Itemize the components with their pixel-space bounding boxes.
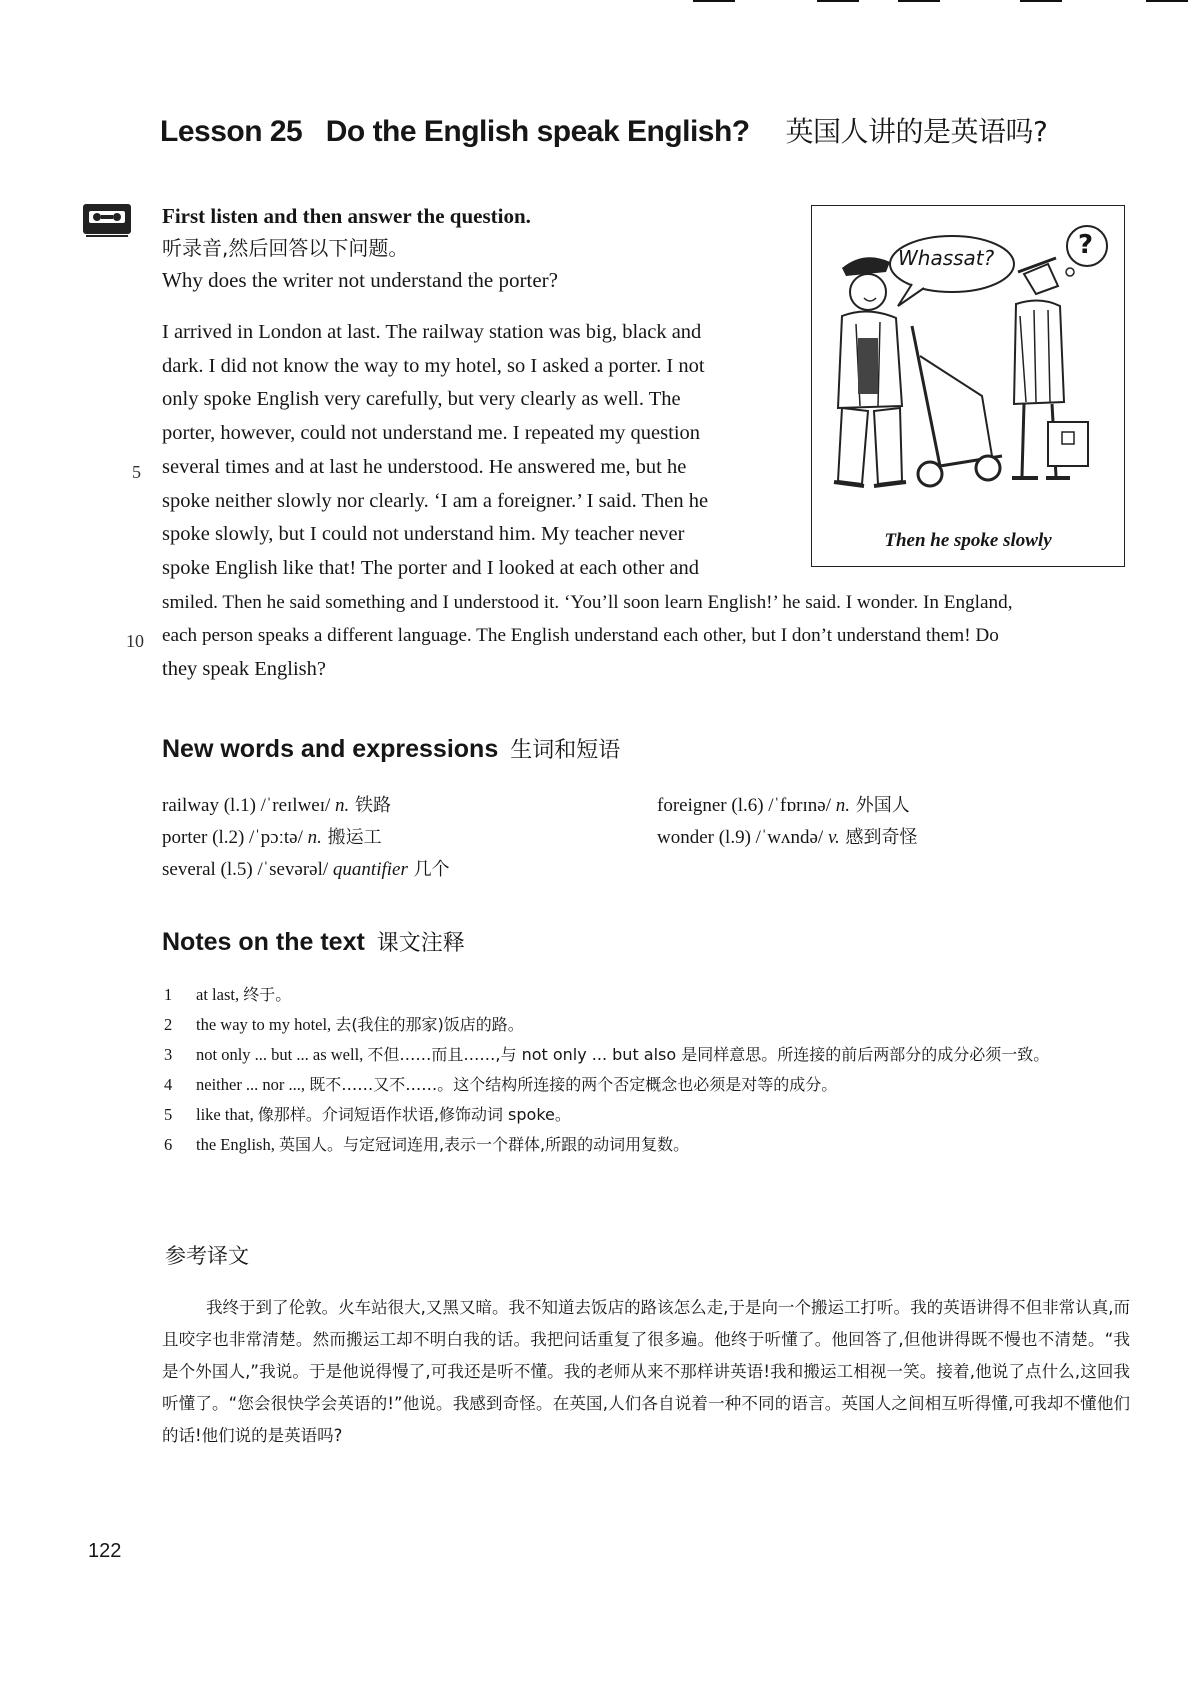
passage-line: spoke English like that! The porter and I looked at each other and	[162, 556, 700, 579]
note-item: 6 the English, 英国人。与定冠词连用,表示一个群体,所跟的动词用复数。	[164, 1135, 690, 1154]
vocab-item: railway (l.1) /ˈreɪlweɪ/ n. 铁路	[162, 795, 392, 816]
passage-line: porter, however, could not understand me. I repeated my question	[162, 422, 701, 445]
passage-line: spoke slowly, but I could not understand him. My teacher never	[162, 523, 685, 546]
translation-text: 我终于到了伦敦。火车站很大,又黑又暗。我不知道去饭店的路该怎么走,于是向一个搬运工打听。我的英语讲得不但非常认真,而且咬字也非常清楚。然而搬运工却不明白我的话。我把问话重复了很多遍。他终于听懂了。他回答了,但他讲得既不慢也不清楚。“我是个外国人,”我说。于是他说得慢了,可我还是听不懂。我的老师从来不那样讲英语!我和搬运工相视一笑。接着,他说了点什么,这回我听懂了。“您会很快学会英语的!”他说。我感到奇怪。在英国,人们各自说着一种不同的语言。英国人之间相互听得懂,可我却不懂他们的话!他们说的是英语吗?	[162, 1298, 1130, 1445]
vocab-list-right	[657, 790, 917, 854]
line-number: 5	[132, 462, 141, 482]
instruction-line-cn: 听录音,然后回答以下问题。	[162, 236, 409, 260]
top-rule	[898, 0, 940, 2]
new-words-heading-cn: 生词和短语	[510, 738, 621, 763]
notes-heading-cn: 课文注释	[376, 931, 465, 956]
line-number: 10	[126, 631, 144, 651]
lesson-title-en: Lesson 25 Do the English speak English?	[160, 115, 750, 148]
note-item: 4 neither ... nor ..., 既不……又不……。这个结构所连接的两个否定概念也必须是对等的成分。	[164, 1075, 838, 1094]
page-number: 122	[88, 1540, 122, 1562]
notes-heading-en: Notes on the text	[162, 928, 365, 956]
translation-heading: 参考译文	[165, 1244, 249, 1268]
cassette-tape-icon	[82, 203, 132, 239]
note-item: 5 like that, 像那样。介词短语作状语,修饰动词 spoke。	[164, 1105, 571, 1124]
lesson-title	[160, 110, 1120, 150]
passage-line: spoke neither slowly nor clearly. ‘I am a foreigner.’ I said. Then he	[162, 489, 709, 512]
passage-line: I arrived in London at last. The railway station was big, black and	[162, 321, 702, 343]
top-rule	[817, 0, 859, 2]
passage-line: each person speaks a different language. The English understand each other, but I don’t understand them! Do	[162, 625, 999, 647]
comprehension-question: Why does the writer not understand the porter?	[162, 268, 558, 292]
top-rule	[693, 0, 735, 2]
question-bubble-text: ?	[1078, 230, 1094, 260]
new-words-heading-en: New words and expressions	[162, 735, 499, 763]
listening-instructions	[162, 200, 802, 296]
vocab-item: wonder (l.9) /ˈwʌndə/ v. 感到奇怪	[657, 827, 918, 848]
vocab-item: porter (l.2) /ˈpɔːtə/ n. 搬运工	[162, 827, 382, 848]
instruction-line: First listen and then answer the question.	[162, 204, 531, 228]
passage-line: several times and at last he understood. He answered me, but he	[162, 455, 687, 478]
passage-line: they speak English?	[162, 658, 326, 681]
note-item: 3 not only ... but ... as well, 不但……而且……,与 not only ... but also 是同样意思。所连接的前后两部分的成分必须一致。	[164, 1045, 1050, 1064]
note-item: 1 at last, 终于。	[164, 985, 292, 1004]
notes-list	[162, 980, 1142, 1160]
vocab-item: several (l.5) /ˈsevərəl/ quantifier 几个	[162, 859, 450, 880]
new-words-heading	[162, 733, 620, 764]
illustration-frame	[811, 205, 1125, 567]
vocab-item: foreigner (l.6) /ˈfɒrɪnə/ n. 外国人	[657, 795, 910, 816]
passage-line: only spoke English very carefully, but very clearly as well. The	[162, 388, 681, 411]
notes-heading	[162, 926, 465, 957]
note-item: 2 the way to my hotel, 去(我住的那家)饭店的路。	[164, 1015, 524, 1034]
illustration-caption: Then he spoke slowly	[884, 530, 1052, 551]
top-rule	[1020, 0, 1062, 2]
vocab-list-left	[162, 790, 450, 886]
passage-line: smiled. Then he said something and I understood it. ‘You’ll soon learn English!’ he said. I wonder. In England,	[162, 591, 1013, 613]
lesson-title-cn: 英国人讲的是英语吗?	[785, 115, 1048, 148]
passage-line: dark. I did not know the way to my hotel, so I asked a porter. I not	[162, 354, 705, 377]
top-rule	[1146, 0, 1188, 2]
speech-bubble-text: Whassat?	[898, 246, 995, 270]
